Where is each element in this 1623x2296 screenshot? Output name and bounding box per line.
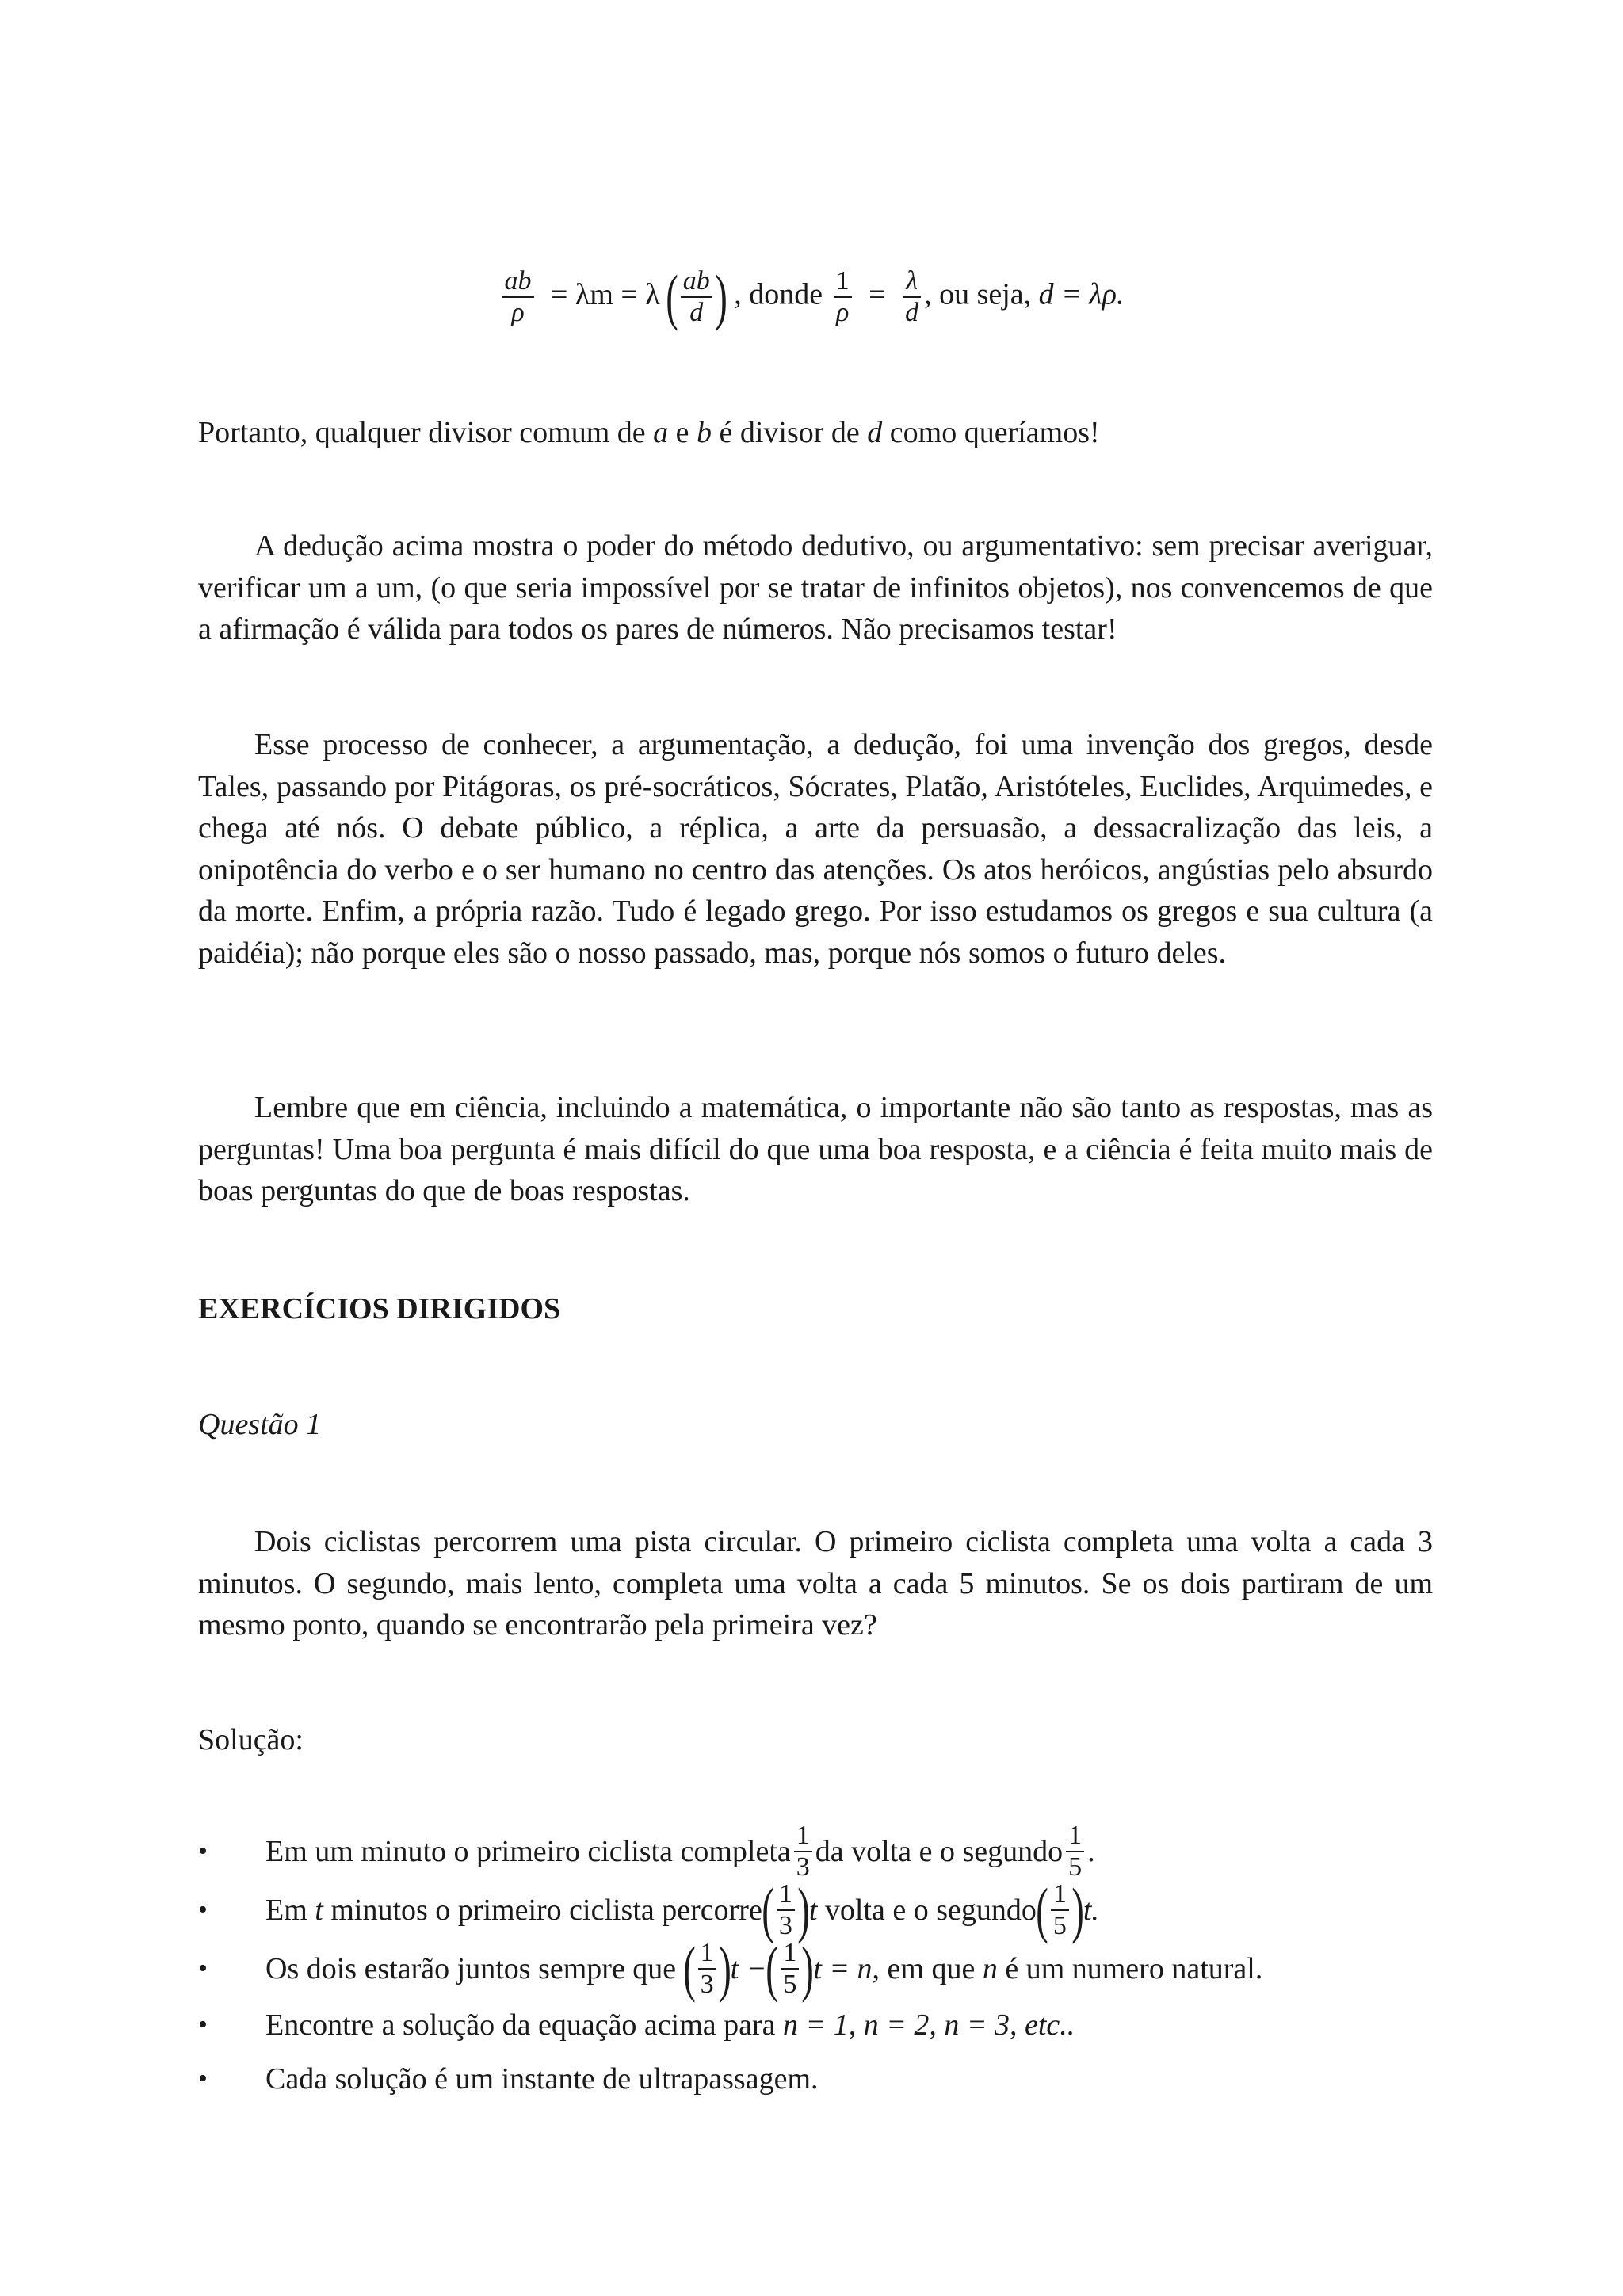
- numerator: λ: [906, 266, 918, 296]
- solution-steps-list: [198, 1822, 1466, 2106]
- fraction-ab-over-rho: [502, 268, 534, 326]
- numerator: ab: [504, 266, 532, 296]
- text-run: minutos o primeiro ciclista percorre: [330, 1894, 762, 1927]
- math-var: t: [808, 1894, 818, 1927]
- list-item: [198, 1998, 1466, 2052]
- denominator: 5: [1068, 1852, 1083, 1882]
- denominator: ρ: [511, 298, 525, 327]
- equation-text: , donde: [734, 277, 823, 311]
- math-expression: n = 1, n = 2, n = 3, etc..: [783, 2008, 1075, 2042]
- fraction-one-fifth: [1066, 1822, 1084, 1881]
- list-item: [198, 1822, 1466, 1881]
- text-run: como queríamos!: [882, 416, 1100, 449]
- equation-gcd-derivation: $\frac{ab}{\rho}$ = λm = λ( $\frac{ab}{d}$ ) , donde $\frac{1}{\rho}$ = $\frac{\lambda}{d}$ , ou seja, d = λρ.: [0, 266, 1623, 328]
- section-heading: EXERCÍCIOS DIRIGIDOS: [198, 1292, 561, 1325]
- paragraph-conclusion: [198, 412, 1100, 453]
- equation-text: , ou seja,: [924, 277, 1032, 311]
- text-run: é divisor de: [712, 416, 868, 449]
- paragraph-questions: Lembre que em ciência, incluindo a matemática, o importante não são tanto as respostas, mas as perguntas! Uma boa pergunta é mais difícil do que uma boa resposta, e a ciência é feita muito mais de boas perguntas do que de boas respostas.: [198, 1091, 1433, 1207]
- question-text: Dois ciclistas percorrem uma pista circular. O primeiro ciclista completa uma volta a cada 3 minutos. O segundo, mais lento, completa uma volta a cada 5 minutos. Se os dois partiram de um mesmo ponto, quando se encontrarão pela primeira vez?: [198, 1525, 1433, 1642]
- solution-label: Solução:: [198, 1723, 304, 1756]
- bullet-icon: •: [198, 2064, 208, 2093]
- math-var: t.: [1083, 1894, 1099, 1927]
- text-run: Encontre a solução da equação acima para: [265, 2008, 776, 2042]
- fraction-one-fifth: [1051, 1881, 1069, 1939]
- numerator: ab: [682, 266, 710, 296]
- denominator: 3: [796, 1852, 810, 1882]
- numerator: 1: [1051, 1881, 1069, 1911]
- text-run: é um numero natural.: [1005, 1952, 1263, 1985]
- fraction-one-third: [777, 1881, 795, 1939]
- denominator: 3: [700, 1970, 714, 1999]
- math-var: n: [982, 1952, 998, 1985]
- math-expression: t −: [730, 1952, 767, 1985]
- equation-segment: = λm = λ: [551, 277, 660, 311]
- text-run: volta e o segundo: [824, 1894, 1037, 1927]
- numerator: 1: [834, 268, 852, 298]
- math-var: d: [867, 416, 883, 449]
- fraction-one-third: [698, 1939, 716, 1998]
- fraction-ab-over-d: [681, 268, 712, 326]
- math-var: a: [653, 416, 669, 449]
- math-var: t: [315, 1894, 323, 1927]
- paragraph-greek-legacy: Esse processo de conhecer, a argumentação, a dedução, foi uma invenção dos gregos, desde Tales, passando por Pitágoras, os pré-socráticos, Sócrates, Platão, Aristóteles, Euclides, Arquimedes, e chega até nós. O debate público, a réplica, a arte da persuasão, a dessacralização das leis, a onipotência do verbo e o ser humano no centro das atenções. Os atos heróicos, angústias pelo absurdo da morte. Enfim, a própria razão. Tudo é legado grego. Por isso estudamos os gregos e sua cultura (a paidéia); não porque eles são o nosso passado, mas, porque nós somos o futuro deles.: [198, 728, 1433, 970]
- fraction-1-over-rho: [834, 268, 852, 326]
- equals-sign: =: [869, 277, 886, 311]
- text-run: Portanto, qualquer divisor comum de: [198, 416, 654, 449]
- paragraph-deductive-method: A dedução acima mostra o poder do método dedutivo, ou argumentativo: sem precisar averiguar, verificar um a um, (o que seria impossível por se tratar de infinitos objetos), nos convencemos de que a afirmação é válida para todos os pares de números. Não precisamos testar!: [198, 529, 1433, 646]
- text-run: e: [668, 416, 697, 449]
- numerator: 1: [777, 1881, 795, 1911]
- text-run: da volta e o segundo: [815, 1835, 1064, 1868]
- text-run: Em: [265, 1894, 307, 1927]
- math-expression: t = n: [813, 1952, 873, 1985]
- denominator: d: [689, 298, 704, 327]
- bullet-icon: •: [198, 1895, 208, 1924]
- math-var: b: [697, 416, 712, 449]
- question-title: Questão 1: [198, 1408, 322, 1441]
- list-item: • Em t minutos o primeiro ciclista percorre ( $\frac{1}{3}$ ) t volta e o segundo ( $\frac{1}{5}$ ) t.: [198, 1875, 1099, 1944]
- denominator: d: [905, 298, 919, 327]
- denominator: ρ: [835, 298, 850, 327]
- numerator: 1: [1066, 1822, 1084, 1852]
- bullet-icon: •: [198, 2010, 208, 2039]
- text-run: Os dois estarão juntos sempre que: [265, 1952, 677, 1985]
- bullet-icon: •: [198, 1954, 208, 1983]
- list-item: • Os dois estarão juntos sempre que ( $\frac{1}{3}$ ) t − ( $\frac{1}{5}$ ) t = n , em que n é um numero natural.: [198, 1934, 1263, 2003]
- numerator: 1: [698, 1939, 716, 1970]
- numerator: 1: [781, 1939, 799, 1970]
- denominator: 5: [1052, 1911, 1067, 1940]
- text-run: Cada solução é um instante de ultrapassagem.: [265, 2062, 819, 2096]
- equation-result: d = λρ.: [1038, 277, 1125, 311]
- text-run: .: [1087, 1835, 1095, 1868]
- text-run: , em que: [872, 1952, 976, 1985]
- text-run: Em um minuto o primeiro ciclista completa: [265, 1835, 791, 1868]
- fraction-one-third: [794, 1822, 812, 1881]
- fraction-one-fifth: [781, 1939, 799, 1998]
- denominator: 3: [778, 1911, 792, 1940]
- list-item: [198, 2052, 1466, 2106]
- fraction-lambda-over-d: [903, 268, 921, 326]
- denominator: 5: [783, 1970, 797, 1999]
- numerator: 1: [794, 1822, 812, 1852]
- bullet-icon: •: [198, 1836, 208, 1866]
